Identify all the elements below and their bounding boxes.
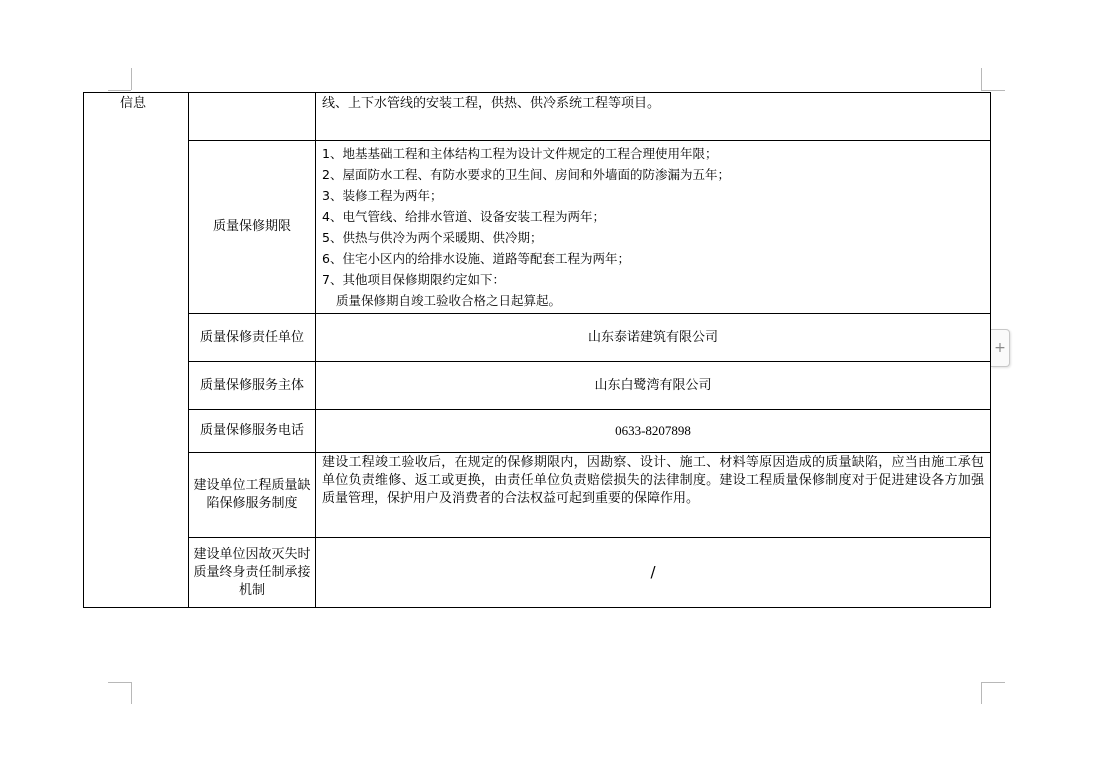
service-subject-value-cell bbox=[316, 362, 991, 410]
crop-mark bbox=[981, 682, 1005, 683]
table-row bbox=[84, 93, 991, 141]
period-label: 质量保修期限 bbox=[212, 219, 291, 234]
empty-label-cell bbox=[189, 93, 316, 141]
responsible-value-cell bbox=[316, 314, 991, 362]
service-subject-value: 山东白鹭湾有限公司 bbox=[594, 377, 712, 393]
crop-mark bbox=[981, 90, 1005, 91]
period-item: 2、屋面防水工程、有防水要求的卫生间、房间和外墙面的防渗漏为五年； bbox=[322, 167, 730, 182]
period-content-cell bbox=[316, 141, 991, 314]
defect-system-value-cell bbox=[316, 453, 991, 538]
service-subject-label-cell bbox=[189, 362, 316, 410]
table-row bbox=[84, 141, 991, 314]
service-phone-label-cell bbox=[189, 410, 316, 453]
table-row bbox=[84, 538, 991, 608]
period-item: 6、住宅小区内的给排水设施、道路等配套工程为两年； bbox=[322, 251, 630, 266]
table-row bbox=[84, 362, 991, 410]
table-row bbox=[84, 453, 991, 538]
crop-mark bbox=[131, 682, 132, 704]
crop-mark bbox=[981, 682, 982, 704]
period-note: 质量保修期自竣工验收合格之日起算起。 bbox=[336, 293, 562, 308]
period-label-cell bbox=[189, 141, 316, 314]
period-item: 7、其他项目保修期限约定如下： bbox=[322, 272, 505, 287]
responsible-value: 山东泰诺建筑有限公司 bbox=[587, 329, 718, 345]
defect-system-label-cell bbox=[189, 453, 316, 538]
period-item: 4、电气管线、给排水管道、设备安装工程为两年； bbox=[322, 209, 605, 224]
lifetime-value-cell bbox=[316, 538, 991, 608]
period-item: 5、供热与供冷为两个采暖期、供冷期； bbox=[322, 230, 543, 245]
crop-mark bbox=[131, 68, 132, 90]
table-row bbox=[84, 314, 991, 362]
crop-mark bbox=[981, 68, 982, 90]
expand-panel-button[interactable] bbox=[991, 329, 1010, 367]
content-cell bbox=[316, 93, 991, 141]
service-subject-label: 质量保修服务主体 bbox=[199, 377, 304, 393]
period-item: 3、装修工程为两年； bbox=[322, 188, 443, 203]
lifetime-label: 建设单位因故灭失时质量终身责任制承接机制 bbox=[193, 546, 311, 598]
period-list bbox=[322, 143, 984, 311]
plus-icon: + bbox=[994, 340, 1006, 356]
table-row bbox=[84, 410, 991, 453]
section-label-cell bbox=[84, 93, 189, 608]
responsible-label: 质量保修责任单位 bbox=[199, 329, 304, 345]
crop-mark bbox=[108, 682, 131, 683]
service-phone-value: 0633-8207898 bbox=[615, 422, 691, 438]
defect-system-value: 建设工程竣工验收后，在规定的保修期限内，因勘察、设计、施工、材料等原因造成的质量缺陷，应当由施工承包单位负责维修、返工或更换，由责任单位负责赔偿损失的法律制度。建设工程质量保修制度对于促进建设各方加强质量管理，保护用户及消费者的合法权益可起到重要的保障作用。 bbox=[322, 455, 984, 506]
period-item: 1、地基基础工程和主体结构工程为设计文件规定的工程合理使用年限； bbox=[322, 146, 718, 161]
lifetime-label-cell bbox=[189, 538, 316, 608]
responsible-label-cell bbox=[189, 314, 316, 362]
service-phone-value-cell bbox=[316, 410, 991, 453]
crop-mark bbox=[108, 90, 131, 91]
section-label: 信息 bbox=[120, 96, 147, 111]
warranty-info-table bbox=[83, 92, 991, 608]
service-phone-label: 质量保修服务电话 bbox=[199, 423, 304, 438]
installation-text: 线、上下水管线的安装工程，供热、供冷系统工程等项目。 bbox=[322, 96, 661, 111]
defect-system-label: 建设单位工程质量缺陷保修服务制度 bbox=[193, 478, 311, 511]
lifetime-value: / bbox=[650, 562, 656, 581]
